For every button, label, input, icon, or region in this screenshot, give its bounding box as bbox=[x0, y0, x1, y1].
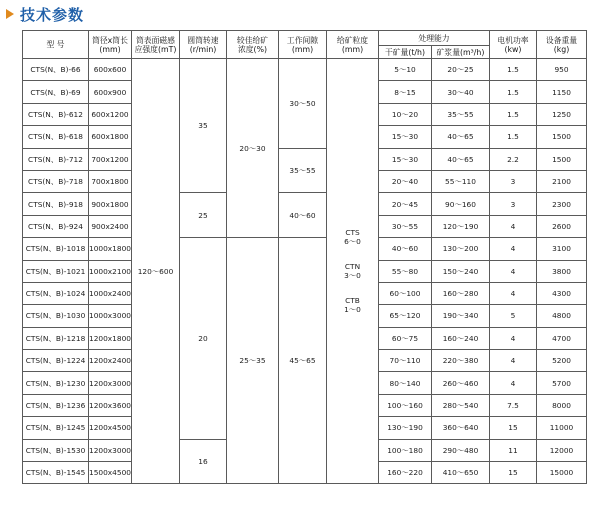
model-cell: CTS(N、B)-712 bbox=[23, 148, 89, 170]
header-speed: 圆筒转速 (r/min) bbox=[180, 31, 227, 59]
header-weight: 设备重量 (kg) bbox=[537, 31, 587, 59]
power-cell: 4 bbox=[490, 215, 537, 237]
slurry-capacity-cell: 360～640 bbox=[432, 417, 490, 439]
slurry-capacity-cell: 290～480 bbox=[432, 439, 490, 461]
power-cell: 4 bbox=[490, 350, 537, 372]
slurry-capacity-cell: 40～65 bbox=[432, 148, 490, 170]
power-cell: 4 bbox=[490, 327, 537, 349]
weight-cell: 1150 bbox=[537, 81, 587, 103]
model-cell: CTS(N、B)-1530 bbox=[23, 439, 89, 461]
dry-capacity-cell: 15～30 bbox=[379, 148, 432, 170]
dry-capacity-cell: 20～45 bbox=[379, 193, 432, 215]
weight-cell: 2300 bbox=[537, 193, 587, 215]
dry-capacity-cell: 65～120 bbox=[379, 305, 432, 327]
section-title bbox=[6, 4, 84, 24]
model-cell: CTS(N、B)-924 bbox=[23, 215, 89, 237]
header-granularity: 给矿粒度 (mm) bbox=[327, 31, 379, 59]
model-cell: CTS(N、B)-718 bbox=[23, 170, 89, 192]
weight-cell: 4800 bbox=[537, 305, 587, 327]
model-cell: CTS(N、B)-1245 bbox=[23, 417, 89, 439]
table-row bbox=[23, 238, 587, 260]
size-cell: 1000x1800 bbox=[89, 238, 132, 260]
weight-cell: 5700 bbox=[537, 372, 587, 394]
header-intensity: 筒表面磁感 应强度(mT) bbox=[132, 31, 180, 59]
section-title-text: 技术参数 bbox=[20, 5, 85, 24]
model-cell: CTS(N、B)-1236 bbox=[23, 394, 89, 416]
model-cell: CTS(N、B)-1030 bbox=[23, 305, 89, 327]
weight-cell: 3100 bbox=[537, 238, 587, 260]
header-model: 型 号 bbox=[23, 31, 89, 59]
gap-cell: 45～65 bbox=[279, 238, 327, 484]
slurry-capacity-cell: 280～540 bbox=[432, 394, 490, 416]
size-cell: 1200x2400 bbox=[89, 350, 132, 372]
header-size: 筒径x筒长 (mm) bbox=[89, 31, 132, 59]
dry-capacity-cell: 130～190 bbox=[379, 417, 432, 439]
power-cell: 15 bbox=[490, 462, 537, 484]
weight-cell: 15000 bbox=[537, 462, 587, 484]
model-cell: CTS(N、B)-1024 bbox=[23, 282, 89, 304]
weight-cell: 1500 bbox=[537, 148, 587, 170]
model-cell: CTS(N、B)-1021 bbox=[23, 260, 89, 282]
size-cell: 600x1800 bbox=[89, 126, 132, 148]
weight-cell: 3800 bbox=[537, 260, 587, 282]
model-cell: CTS(N、B)-66 bbox=[23, 59, 89, 81]
weight-cell: 2600 bbox=[537, 215, 587, 237]
dry-capacity-cell: 8～15 bbox=[379, 81, 432, 103]
size-cell: 1200x3000 bbox=[89, 439, 132, 461]
dry-capacity-cell: 100～180 bbox=[379, 439, 432, 461]
slurry-capacity-cell: 120～190 bbox=[432, 215, 490, 237]
slurry-capacity-cell: 260～460 bbox=[432, 372, 490, 394]
size-cell: 1000x2100 bbox=[89, 260, 132, 282]
table-row bbox=[23, 193, 587, 215]
power-cell: 3 bbox=[490, 170, 537, 192]
dry-capacity-cell: 60～100 bbox=[379, 282, 432, 304]
concentration-cell: 20～30 bbox=[227, 59, 279, 238]
model-cell: CTS(N、B)-1224 bbox=[23, 350, 89, 372]
header-capacity: 处理能力 bbox=[379, 31, 490, 46]
slurry-capacity-cell: 35～55 bbox=[432, 103, 490, 125]
size-cell: 900x1800 bbox=[89, 193, 132, 215]
power-cell: 1.5 bbox=[490, 103, 537, 125]
dry-capacity-cell: 160～220 bbox=[379, 462, 432, 484]
power-cell: 5 bbox=[490, 305, 537, 327]
weight-cell: 5200 bbox=[537, 350, 587, 372]
weight-cell: 8000 bbox=[537, 394, 587, 416]
power-cell: 4 bbox=[490, 260, 537, 282]
spec-table bbox=[22, 30, 587, 484]
slurry-capacity-cell: 150～240 bbox=[432, 260, 490, 282]
model-cell: CTS(N、B)-618 bbox=[23, 126, 89, 148]
dry-capacity-cell: 40～60 bbox=[379, 238, 432, 260]
dry-capacity-cell: 5～10 bbox=[379, 59, 432, 81]
header-slurry: 矿浆量(m³/h) bbox=[432, 46, 490, 59]
gap-cell: 35～55 bbox=[279, 148, 327, 193]
model-cell: CTS(N、B)-612 bbox=[23, 103, 89, 125]
speed-cell: 25 bbox=[180, 193, 227, 238]
header-dry: 干矿量(t/h) bbox=[379, 46, 432, 59]
table-row bbox=[23, 148, 587, 170]
header-power: 电机功率 (kw) bbox=[490, 31, 537, 59]
model-cell: CTS(N、B)-69 bbox=[23, 81, 89, 103]
weight-cell: 11000 bbox=[537, 417, 587, 439]
weight-cell: 1500 bbox=[537, 126, 587, 148]
power-cell: 1.5 bbox=[490, 59, 537, 81]
header-gap: 工作间隙 (mm) bbox=[279, 31, 327, 59]
speed-cell: 16 bbox=[180, 439, 227, 484]
slurry-capacity-cell: 220～380 bbox=[432, 350, 490, 372]
slurry-capacity-cell: 160～280 bbox=[432, 282, 490, 304]
size-cell: 1000x3000 bbox=[89, 305, 132, 327]
power-cell: 2.2 bbox=[490, 148, 537, 170]
model-cell: CTS(N、B)-918 bbox=[23, 193, 89, 215]
power-cell: 15 bbox=[490, 417, 537, 439]
header-row bbox=[23, 31, 587, 46]
power-cell: 3 bbox=[490, 193, 537, 215]
weight-cell: 1250 bbox=[537, 103, 587, 125]
dry-capacity-cell: 100～160 bbox=[379, 394, 432, 416]
size-cell: 1200x4500 bbox=[89, 417, 132, 439]
dry-capacity-cell: 70～110 bbox=[379, 350, 432, 372]
slurry-capacity-cell: 20～25 bbox=[432, 59, 490, 81]
size-cell: 1200x3000 bbox=[89, 372, 132, 394]
size-cell: 700x1200 bbox=[89, 148, 132, 170]
weight-cell: 2100 bbox=[537, 170, 587, 192]
weight-cell: 950 bbox=[537, 59, 587, 81]
dry-capacity-cell: 10～20 bbox=[379, 103, 432, 125]
size-cell: 600x900 bbox=[89, 81, 132, 103]
model-cell: CTS(N、B)-1545 bbox=[23, 462, 89, 484]
power-cell: 7.5 bbox=[490, 394, 537, 416]
power-cell: 1.5 bbox=[490, 126, 537, 148]
size-cell: 1200x3600 bbox=[89, 394, 132, 416]
dry-capacity-cell: 30～55 bbox=[379, 215, 432, 237]
weight-cell: 4300 bbox=[537, 282, 587, 304]
slurry-capacity-cell: 410～650 bbox=[432, 462, 490, 484]
size-cell: 600x600 bbox=[89, 59, 132, 81]
size-cell: 1500x4500 bbox=[89, 462, 132, 484]
slurry-capacity-cell: 90～160 bbox=[432, 193, 490, 215]
weight-cell: 12000 bbox=[537, 439, 587, 461]
size-cell: 900x2400 bbox=[89, 215, 132, 237]
size-cell: 700x1800 bbox=[89, 170, 132, 192]
intensity-cell: 120～600 bbox=[132, 59, 180, 484]
model-cell: CTS(N、B)-1218 bbox=[23, 327, 89, 349]
triangle-bullet-icon bbox=[6, 9, 14, 19]
header-concentration: 较佳给矿 浓度(%) bbox=[227, 31, 279, 59]
power-cell: 11 bbox=[490, 439, 537, 461]
slurry-capacity-cell: 160～240 bbox=[432, 327, 490, 349]
power-cell: 1.5 bbox=[490, 81, 537, 103]
slurry-capacity-cell: 130～200 bbox=[432, 238, 490, 260]
dry-capacity-cell: 60～75 bbox=[379, 327, 432, 349]
dry-capacity-cell: 80～140 bbox=[379, 372, 432, 394]
dry-capacity-cell: 20～40 bbox=[379, 170, 432, 192]
slurry-capacity-cell: 190～340 bbox=[432, 305, 490, 327]
slurry-capacity-cell: 40～65 bbox=[432, 126, 490, 148]
size-cell: 1200x1800 bbox=[89, 327, 132, 349]
dry-capacity-cell: 55～80 bbox=[379, 260, 432, 282]
model-cell: CTS(N、B)-1018 bbox=[23, 238, 89, 260]
slurry-capacity-cell: 55～110 bbox=[432, 170, 490, 192]
gap-cell: 30～50 bbox=[279, 59, 327, 149]
slurry-capacity-cell: 30～40 bbox=[432, 81, 490, 103]
speed-cell: 35 bbox=[180, 59, 227, 193]
size-cell: 600x1200 bbox=[89, 103, 132, 125]
power-cell: 4 bbox=[490, 282, 537, 304]
speed-cell: 20 bbox=[180, 238, 227, 440]
table-row bbox=[23, 59, 587, 81]
size-cell: 1000x2400 bbox=[89, 282, 132, 304]
concentration-cell: 25～35 bbox=[227, 238, 279, 484]
gap-cell: 40～60 bbox=[279, 193, 327, 238]
power-cell: 4 bbox=[490, 238, 537, 260]
weight-cell: 4700 bbox=[537, 327, 587, 349]
granularity-cell: CTS 6～0 CTN 3～0 CTB 1～0 bbox=[327, 59, 379, 484]
power-cell: 4 bbox=[490, 372, 537, 394]
model-cell: CTS(N、B)-1230 bbox=[23, 372, 89, 394]
dry-capacity-cell: 15～30 bbox=[379, 126, 432, 148]
